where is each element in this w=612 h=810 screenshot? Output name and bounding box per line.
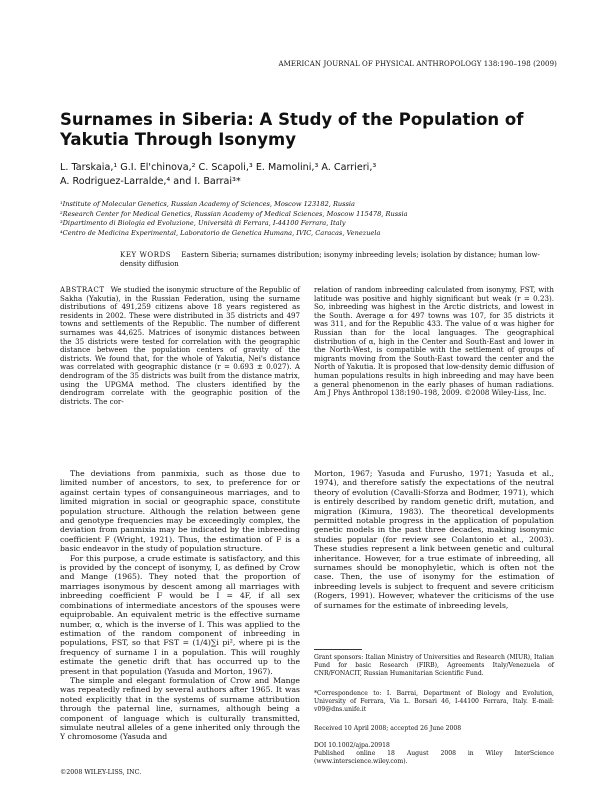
doi: DOI 10.1002/ajpa.20918 [314, 742, 390, 749]
abstract-text-2: relation of random inbreeding calculated from isonymy, FST, with latitude was positive and highly significant but weak (r = 0.23). So, inbreeding was highest in the Arctic districts, and lowest in the South. Average α for 497 towns was 107, for 35 districts it was 311, and for the Republic 433. The value of α was higher for Russian than for the local languages. The geographical distribution of α, high in the Center and South-East and lower in the North-West, is compatible with the settlement of groups of migrants moving from the South-East toward the center and the North of Yakutia. It is proposed that low-density demic diffusion of human populations results in high inbreeding and may have been a general phenomenon in the early phases of human radiations. Am J Phys Anthropol 138:190–198, 2009. [314, 285, 554, 398]
abstract-copyright: ©2008 Wiley-Liss, Inc. [464, 388, 547, 398]
affiliation-4: ⁴Centro de Medicina Experimental, Laboratorio de Genetica Humana, IVIC, Caracas, Venezuela [60, 228, 381, 237]
footnote-rule [314, 649, 362, 650]
correspondence-footnote: *Correspondence to: I. Barrai, Department of Biology and Evolution, University of Ferrara, Via L. Borsari 46, I-44100 Ferrara, Italy. E-mail: v09@dns.unife.it [314, 690, 554, 714]
body-paragraph: The simple and elegant formulation of Crow and Mange was repeatedly refined by several authors after 1965. It was noted explicitly that in the systems of surname attribution through the paternal line, surnames, although being a component of language which is culturally transmitted, simulate neutral alleles of a gene inherited only through the Y chromosome (Yasuda and [60, 675, 300, 742]
authors-line-1: L. Tarskaia,¹ G.I. El'chinova,² C. Scapoli,³ E. Mamolini,³ A. Carrieri,³ [60, 162, 377, 173]
abstract-label: ABSTRACT [60, 285, 105, 294]
keywords-text: Eastern Siberia; surnames distribution; isonymy inbreeding levels; isolation by distance; human low-density diffusion [120, 251, 540, 269]
affiliation-1: ¹Institute of Molecular Genetics, Russian Academy of Sciences, Moscow 123182, Russia [60, 200, 355, 208]
article-title: Surnames in Siberia: A Study of the Population of Yakutia Through Isonymy [60, 110, 524, 149]
publication-info [314, 742, 554, 767]
author-list [60, 161, 540, 189]
keywords [120, 251, 560, 270]
body-column-1 [60, 469, 300, 742]
body-paragraph: For this purpose, a crude estimate is satisfactory, and this is provided by the concept of isonymy, I, as defined by Crow and Mange (1965). They noted that the proportion of marriages isonymous by descent among all marriages with inbreeding coefficient F would be I = 4F, if all sex combinations of intermediate ancestors of the spouses were equiprobable. An equivalent metric is the effective surname number, α, which is the inverse of I. This was applied to the estimation of the random component of inbreeding in populations, FST, so that FST = (1/4)∑i pi², where pi is the frequency of surname I in a population. This will roughly estimate the genetic drift that has occurred up to the present in that population (Yasuda and Morton, 1967). [60, 553, 300, 676]
published-online: Published online 18 August 2008 in Wiley InterScience (www.interscience.wiley.com). [314, 750, 554, 766]
grant-footnote: Grant sponsors: Italian Ministry of Universities and Research (MIUR), Italian Fund for basic Research (FIRB), Agreements Italy/Venezuela of CNR/FONACIT, Russian Humanitarian Scientific Fund. [314, 654, 554, 678]
keywords-label: KEY WORDS [120, 251, 172, 259]
abstract-text-1: We studied the isonymic structure of the Republic of Sakha (Yakutia), in the Russian Federation, using the surname distributions of 491,259 citizens above 18 years registered as residents in 2002. These were distributed in 35 districts and 497 towns and settlements of the Republic. The number of different surnames was 44,625. Matrices of isonymic distances between the 35 districts were tested for correlation with the geographic distance between the population centers of gravity of the districts. We found that, for the whole of Yakutia, Nei's distance was correlated with geographic distance (r = 0.693 ± 0.027). A dendrogram of the 35 districts was built from the distance matrix, using the UPGMA method. The clusters identified by the dendrogram correlate with the geographic position of the districts. The cor- [60, 285, 301, 406]
authors-line-2: A. Rodriguez-Larralde,⁴ and I. Barrai³* [60, 176, 241, 187]
body-paragraph: Morton, 1967; Yasuda and Furusho, 1971; Yasuda et al., 1974), and therefore satisfy the expectations of the neutral theory of evolution (Cavalli-Sforza and Bodmer, 1971), which is entirely described by random genetic drift, mutation, and migration (Kimura, 1983). The theoretical developments permitted notable progress in the application of population genetic models in the past three decades, making isonymic studies popular (for review see Colantonio et al., 2003). These studies represent a link between genetic and cultural inheritance. However, for a true estimate of inbreeding, all surnames should be monophyletic, which is often not the case. Then, the use of isonymy for the estimation of inbreeding levels is subject to frequent and severe criticism (Rogers, 1991). However, whatever the criticisms of the use of surnames for the estimate of inbreeding levels, [314, 469, 554, 610]
body-column-2 [314, 469, 554, 610]
copyright-footer: ©2008 WILEY-LISS, INC. [60, 769, 142, 776]
affiliation-3: ³Dipartimento di Biologia ed Evoluzione, Università di Ferrara, I-44100 Ferrara, Italy [60, 219, 346, 228]
abstract-column-1 [60, 286, 300, 406]
affiliation-2: ²Research Center for Medical Genetics, Russian Academy of Medical Sciences, Moscow 115478, Russia [60, 209, 408, 218]
body-paragraph: The deviations from panmixia, such as those due to limited number of ancestors, to sex, to preference for or against certain types of consanguineous marriages, and to limited migration in social or geographic space, constitute population structure. Although the relation between gene and genotype frequencies may be exceedingly complex, the deviation from panmixia may be indicated by the inbreeding coefficient F (Wright, 1921). Thus, the estimation of F is a basic endeavor in the study of population structure. [60, 469, 300, 554]
affiliations [60, 200, 560, 238]
running-head: AMERICAN JOURNAL OF PHYSICAL ANTHROPOLOGY 138:190–198 (2009) [278, 60, 557, 68]
received-footnote: Received 10 April 2008; accepted 26 June 2008 [314, 725, 462, 732]
abstract-column-2 [314, 286, 554, 398]
